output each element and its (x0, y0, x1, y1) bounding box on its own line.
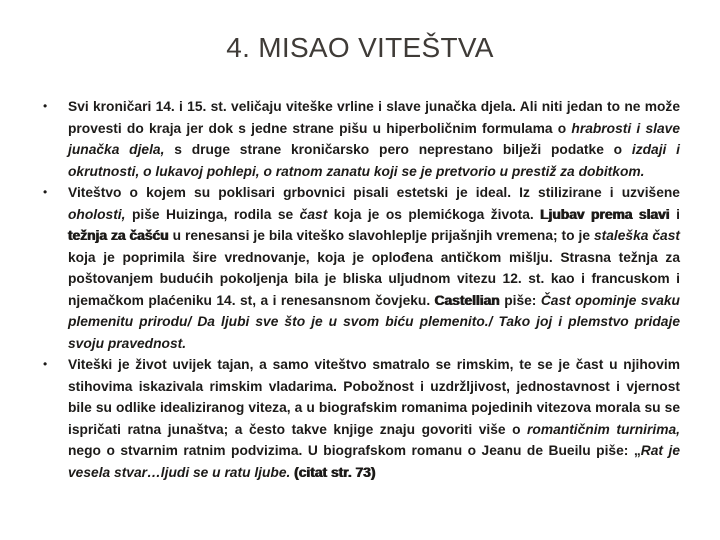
text-run: čast (299, 206, 328, 222)
text-run: Viteštvo o kojem su poklisari grbovnici pisali estetski je ideal. Iz stilizirane i uzvišene (68, 185, 680, 200)
bullet-marker-icon: • (43, 185, 48, 199)
text-run: oholosti, (68, 206, 126, 222)
text-run: izdaji i okrutnosti, o lukavoj pohlepi, o ratnom zanatu koji se je pretvorio u prestiž za dobitkom. (68, 142, 680, 179)
text-run: koja je poprimila šire vrednovanje, koja je oplođena antičkom mišlju. Strasna težnja za poštovanjem budućih pokoljenja bila je bliska uljudnom vitezu 12. st. kao i francuskom i njemačkom plaćeniku 14. st, a i renesansnom čovjeku. (68, 249, 680, 308)
bullet-item (40, 354, 680, 483)
text-run: romantičnim turnirima, (527, 421, 680, 437)
text-run: Rat je vesela stvar…ljudi se u ratu ljube. (68, 443, 680, 480)
text-run: Čast opominje svaku plemenitu prirodu/ Da ljubi sve što je u svom biću plemenito./ Tako joj i plemstvo pridaje svoju pravednost. (68, 292, 680, 351)
text-run: u renesansi je bila viteško slavohleplje prijašnjih vremena; to je (168, 228, 594, 243)
slide-title: 4. MISAO VITEŠTVA (226, 32, 494, 63)
text-run: staleška čast (593, 228, 680, 243)
text-run: Castellian (434, 292, 500, 308)
text-run: (citat str. 73) (294, 464, 376, 480)
bullet-marker-icon: • (43, 357, 48, 371)
text-run: Svi kroničari 14. i 15. st. veličaju viteške vrline i slave junačka djela. Ali niti jedan to ne može provesti do kraja jer dok s jedne strane pišu u hiperboličnim formulama o (68, 99, 680, 136)
text-run: hrabrosti i slave junačka djela, (68, 120, 680, 157)
text-run: piše: (499, 292, 541, 308)
bullet-marker-icon: • (43, 99, 48, 113)
text-run: nego o stvarnim ratnim podvizima. U biografskom romanu o Jeanu de Bueilu piše: „ (68, 443, 641, 458)
text-run: s druge strane kroničarsko pero neprestano bilježi podatke o (164, 142, 632, 157)
bullet-item (40, 96, 680, 182)
text-run: piše Huizinga, rodila se (125, 206, 300, 222)
text-run: Ljubav prema slavi (540, 206, 670, 222)
bullet-text (68, 96, 680, 182)
text-run: Viteški je život uvijek tajan, a samo viteštvo smatralo se rimskim, te se je čast u njihovim stihovima iskazivala rimskim vladarima. Pobožnost i uzdržljivost, jednostavnost i vjernost bile su odlike idealiziranog viteza, a u biografskim romanima pojedinih vitezova morala su se ispričati ratna junaštva; a često takve knjige znaju govoriti više o (68, 357, 680, 437)
bullet-text (68, 354, 680, 483)
bullet-list (40, 96, 680, 483)
bullet-item (40, 182, 680, 354)
text-run: koja je os plemićkoga života. (327, 206, 541, 222)
text-run: i (669, 206, 680, 222)
bullet-text (68, 182, 680, 354)
text-run: težnja za čašću (68, 228, 169, 243)
